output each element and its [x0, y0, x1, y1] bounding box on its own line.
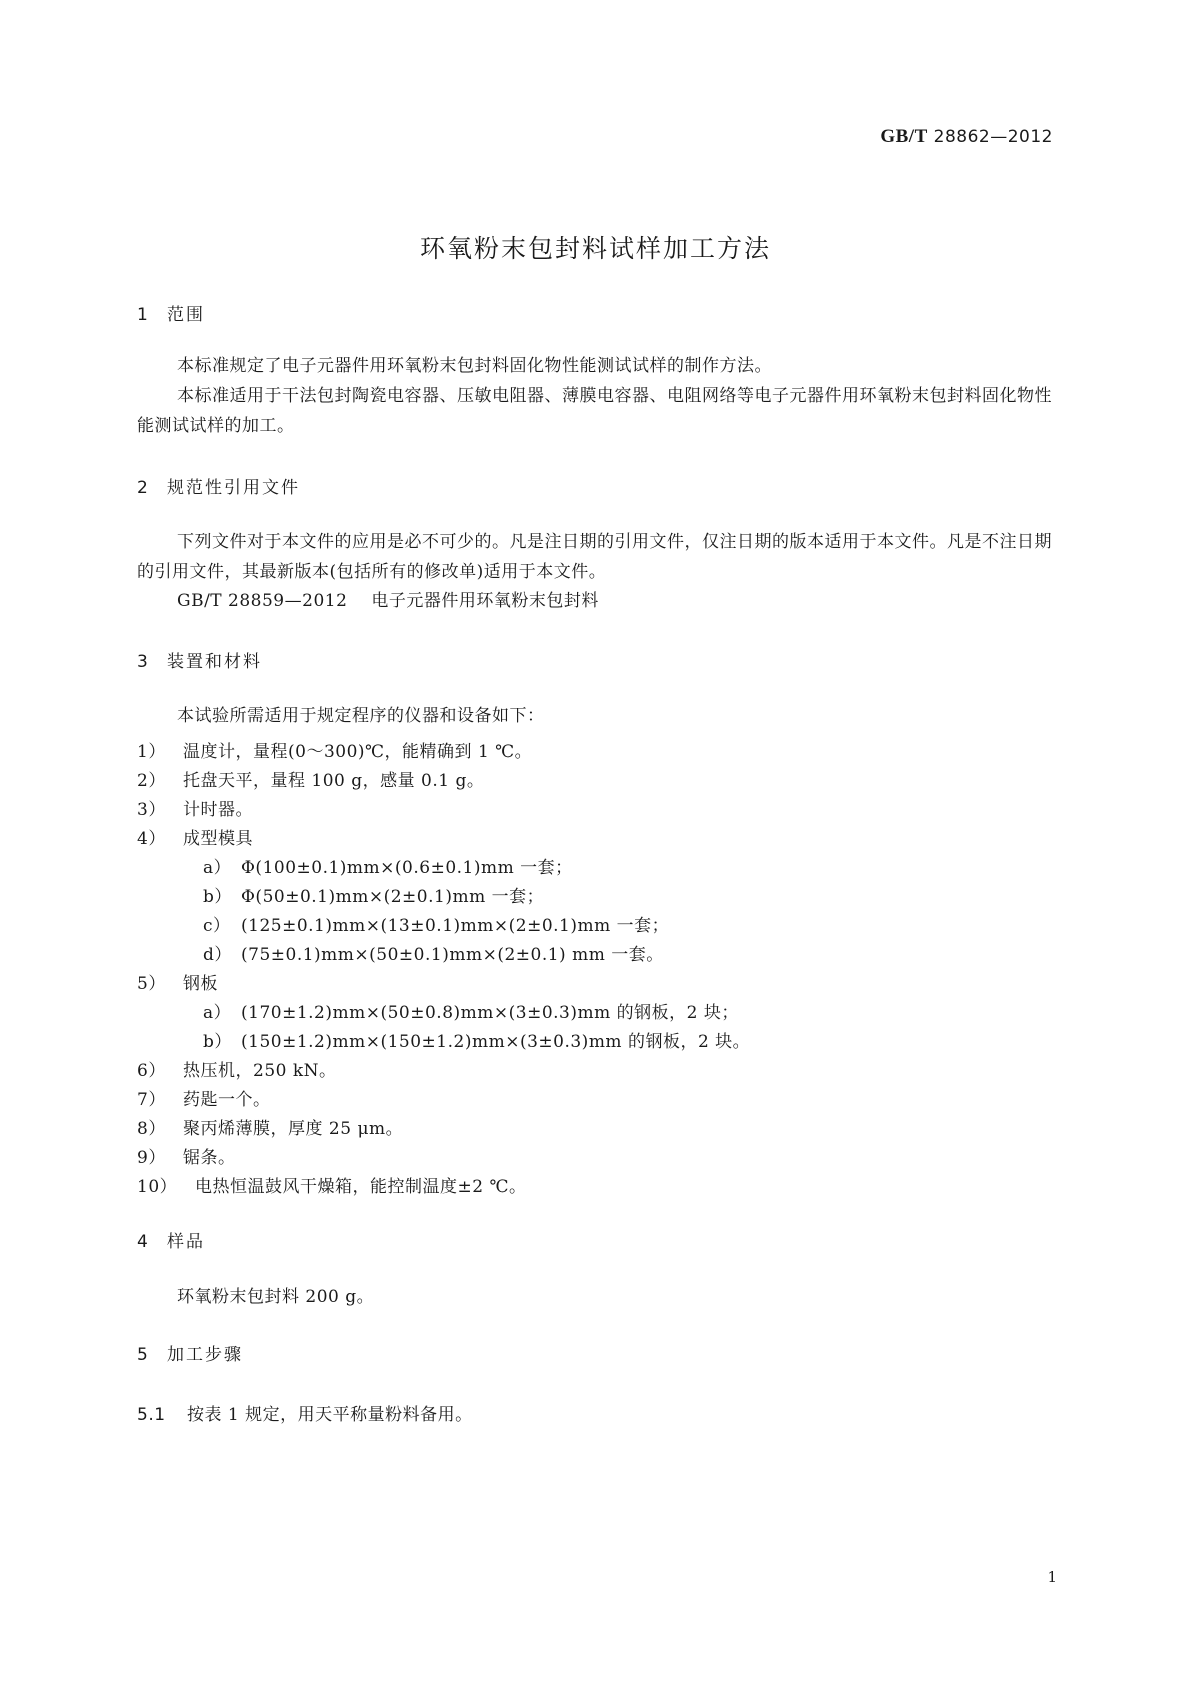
list-subitem [203, 998, 739, 1023]
section-1-heading [137, 300, 205, 325]
document-title: 环氧粉末包封料试样加工方法 [419, 234, 771, 263]
list-subitem [203, 940, 664, 965]
item-number: 1） [137, 742, 166, 762]
item-number: 6） [137, 1061, 166, 1081]
section-4-heading [137, 1227, 205, 1252]
section-number: 3 [137, 652, 148, 672]
item-number: 2） [137, 771, 166, 791]
item-text: 锯条。 [183, 1148, 236, 1168]
item-text: 温度计，量程(0～300)℃，能精确到 1 ℃。 [183, 742, 533, 762]
section-number: 2 [137, 478, 148, 498]
clause-number: 5.1 [137, 1405, 166, 1425]
list-item [137, 1114, 403, 1139]
item-number: b） [203, 887, 232, 907]
item-number: 9） [137, 1148, 166, 1168]
item-text: 药匙一个。 [183, 1090, 271, 1110]
item-text: 电热恒温鼓风干燥箱，能控制温度±2 ℃。 [195, 1177, 527, 1197]
item-number: a） [203, 858, 232, 878]
section-2-heading [137, 473, 300, 498]
clause-text: 按表 1 规定，用天平称量粉料备用。 [187, 1405, 473, 1425]
item-number: b） [203, 1032, 232, 1052]
page-number: 1 [1047, 1568, 1057, 1586]
item-text: (75±0.1)mm×(50±0.1)mm×(2±0.1) mm 一套。 [241, 945, 664, 965]
list-item [137, 1143, 236, 1168]
normative-reference [177, 586, 599, 616]
item-text: 托盘天平，量程 100 g，感量 0.1 g。 [183, 771, 485, 791]
list-item [137, 766, 484, 791]
list-item [137, 1056, 337, 1081]
item-text: 计时器。 [183, 800, 253, 820]
item-text: (150±1.2)mm×(150±1.2)mm×(3±0.3)mm 的钢板，2 块。 [241, 1032, 751, 1052]
clause-5-1 [137, 1400, 473, 1425]
item-text: Φ(50±0.1)mm×(2±0.1)mm 一套； [241, 887, 545, 907]
list-item [137, 969, 218, 994]
paragraph: 下列文件对于本文件的应用是必不可少的。凡是注日期的引用文件，仅注日期的版本适用于本文件。凡是不注日期的引用文件，其最新版本(包括所有的修改单)适用于本文件。 [137, 532, 1052, 582]
item-text: 热压机，250 kN。 [183, 1061, 337, 1081]
list-item [137, 1085, 271, 1110]
list-subitem [203, 853, 573, 878]
list-item [137, 1172, 526, 1197]
list-item [137, 737, 532, 762]
section-3-heading [137, 647, 262, 672]
reference-code: GB/T 28859—2012 [177, 591, 348, 611]
standard-code-number: 28862—2012 [933, 127, 1053, 147]
reference-name: 电子元器件用环氧粉末包封料 [371, 591, 599, 611]
item-number: 8） [137, 1119, 166, 1139]
item-number: d） [203, 945, 232, 965]
section-title: 样品 [167, 1232, 205, 1252]
item-text: Φ(100±0.1)mm×(0.6±0.1)mm 一套； [241, 858, 573, 878]
section-number: 5 [137, 1345, 148, 1365]
paragraph: 环氧粉末包封料 200 g。 [177, 1287, 375, 1307]
list-subitem [203, 1027, 750, 1052]
item-number: c） [203, 916, 231, 936]
paragraph: 本标准规定了电子元器件用环氧粉末包封料固化物性能测试试样的制作方法。 [177, 356, 772, 376]
standard-code [880, 126, 1053, 148]
paragraph: 本标准适用于干法包封陶瓷电容器、压敏电阻器、薄膜电容器、电阻网络等电子元器件用环氧粉末包封料固化物性能测试试样的加工。 [137, 386, 1052, 436]
list-item [137, 824, 253, 849]
item-text: (125±0.1)mm×(13±0.1)mm×(2±0.1)mm 一套； [241, 916, 670, 936]
section-5-heading [137, 1340, 243, 1365]
section-number: 4 [137, 1232, 148, 1252]
item-number: 5） [137, 974, 166, 994]
section-title: 装置和材料 [167, 652, 262, 672]
item-number: 7） [137, 1090, 166, 1110]
item-number: a） [203, 1003, 232, 1023]
standard-code-prefix: GB/T [880, 126, 928, 147]
item-text: 聚丙烯薄膜，厚度 25 μm。 [183, 1119, 404, 1139]
section-title: 规范性引用文件 [167, 478, 300, 498]
paragraph: 本试验所需适用于规定程序的仪器和设备如下： [177, 706, 545, 726]
section-number: 1 [137, 305, 148, 325]
item-number: 10） [137, 1177, 178, 1197]
item-text: 钢板 [183, 974, 218, 994]
list-subitem [203, 911, 669, 936]
list-subitem [203, 882, 544, 907]
item-text: (170±1.2)mm×(50±0.8)mm×(3±0.3)mm 的钢板，2 块； [241, 1003, 739, 1023]
section-title: 范围 [167, 305, 205, 325]
list-item [137, 795, 253, 820]
item-number: 3） [137, 800, 166, 820]
item-number: 4） [137, 829, 166, 849]
section-title: 加工步骤 [167, 1345, 243, 1365]
item-text: 成型模具 [183, 829, 253, 849]
